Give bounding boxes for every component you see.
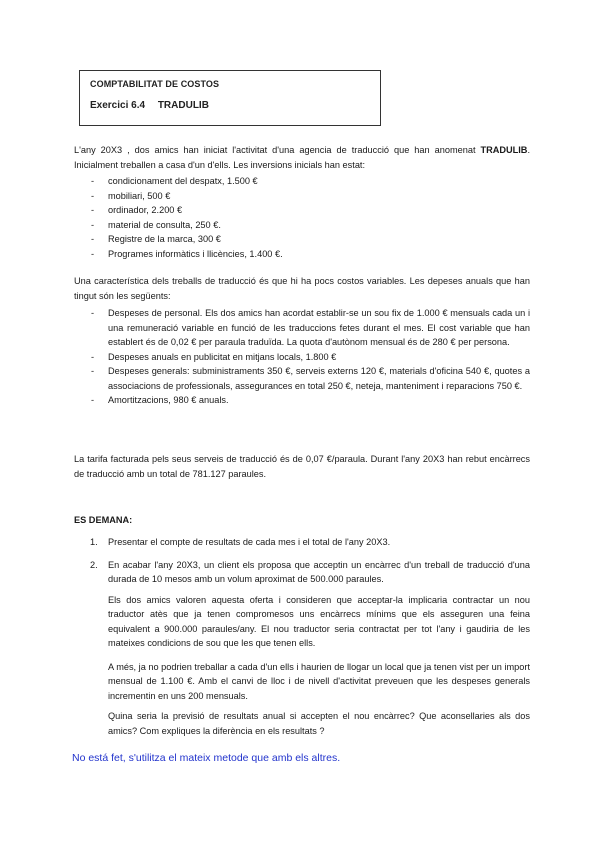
costs-intro: Una característica dels treballs de traducció és que hi ha pocs costos variables. Les depeses anuals que han tingut són les següents: [74, 276, 530, 301]
list-item: - Despeses anuals en publicitat en mitjans locals, 1.800 € [74, 350, 530, 365]
investments-list-block [74, 174, 530, 261]
solution-note: No está fet, s'utilitza el mateix metode que amb els altres. [72, 752, 341, 764]
tariff-paragraph: La tarifa facturada pels seus serveis de traducció és de 0,07 €/paraula. Durant l'any 20X3 han rebut encàrrecs de traducció amb un total de 781.127 paraules. [74, 454, 530, 479]
list-item: - Despeses generals: subministraments 350 €, serveis externs 120 €, materials d'oficina 540 €, quotes a associacions de professionals, assegurances en total 250 €, neteja, manteniment i reparacions 750 €. [74, 364, 530, 393]
intro-text: L'any 20X3 , dos amics han iniciat l'activitat d'una agencia de traducció que han anomenat [74, 145, 481, 155]
list-item: - Registre de la marca, 300 € [74, 232, 530, 247]
expenses-list [74, 306, 530, 408]
investments-list [74, 174, 530, 261]
intro-text-end: . Inicialment treballen a casa d'un d'ells. Les inversions inicials han estat: [74, 145, 530, 170]
question2-paragraph: Els dos amics valoren aquesta oferta i consideren que acceptar-la implicaria contractar un nou traductor atès que ja tenen compromesos uns encàrrecs mínims que els asseguren una feina equivalent a 900.000 paraules/any. El nou traductor seria contractat per tot l'any i gaudiria de les mateixes condicions de sou que les que tenen ells. [108, 594, 530, 648]
list-item: - Amortitzacions, 980 € anuals. [74, 393, 530, 408]
intro-paragraph [74, 143, 530, 172]
questions-block [74, 535, 530, 738]
list-item: - mobiliari, 500 € [74, 189, 530, 204]
question-heading: ES DEMANA: [74, 515, 133, 525]
course-title: COMPTABILITAT DE COSTOS [90, 79, 220, 89]
exercise-label: Exercici 6.4 [90, 100, 146, 111]
list-item: - Programes informàtics i llicències, 1.400 €. [74, 247, 530, 262]
list-item: - ordinador, 2.200 € [74, 203, 530, 218]
question-text: Presentar el compte de resultats de cada mes i el total de l'any 20X3. [108, 537, 391, 547]
question2-paragraph: Quina seria la previsió de resultats anual si accepten el nou encàrrec? Que aconsellaries als dos amics? Com expliques la diferència en els resultats ? [108, 711, 530, 736]
list-item: - condicionament del despatx, 1.500 € [74, 174, 530, 189]
exercise-name: TRADULIB [157, 100, 209, 111]
company-name: TRADULIB [480, 145, 528, 155]
questions-list [74, 535, 530, 587]
list-item: - material de consulta, 250 €. [74, 218, 530, 233]
question-text: En acabar l'any 20X3, un client els proposa que acceptin un encàrrec d'un treball de traducció d'una durada de 10 mesos amb un volum aproximat de 500.000 paraules. [108, 559, 530, 584]
list-item: - Despeses de personal. Els dos amics han acordat establir-se un sou fix de 1.000 € mensuals cada un i una remuneració variable en funció de les traduccions fetes durant el mes. El cost variable que han establert és de 0,02 € per paraula traduïda. La quota d'autònom mensual és de 280 € per persona. [74, 306, 530, 350]
question-item [74, 558, 530, 587]
title-box [79, 70, 381, 126]
question-number: 2. [90, 559, 98, 570]
expenses-list-block [74, 306, 530, 408]
exercise-title [90, 100, 370, 111]
question-item [74, 535, 530, 550]
question2-paragraph: A més, ja no podrien treballar a cada d'un ells i haurien de llogar un local que ja tenen vist per un import mensual de 1.100 €. Amb el canvi de lloc i de nivell d'activitat preveuen que les despeses generals incrementin en uns 200 mensuals. [108, 661, 530, 701]
question-number: 1. [90, 537, 98, 547]
